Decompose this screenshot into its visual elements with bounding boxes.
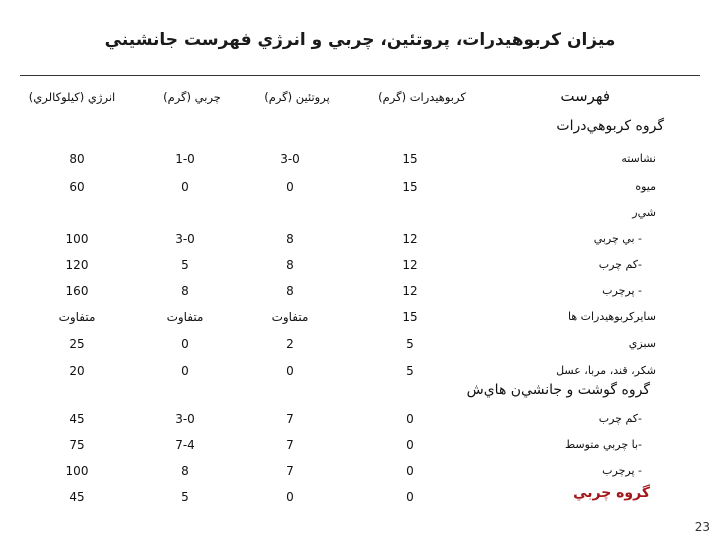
row-label: -با چربي متوسط [564, 438, 642, 451]
cell-protein: 2 [286, 337, 294, 351]
cell-protein: 8 [286, 284, 294, 298]
cell-energy: 75 [69, 438, 85, 452]
cell-energy: 100 [65, 232, 89, 246]
cell-protein: 0 [286, 364, 294, 378]
row-label: -كم چرب [598, 258, 642, 271]
cell-fat: 3-0 [175, 232, 195, 246]
cell-protein: 7 [286, 438, 294, 452]
cell-carbs: 0 [406, 464, 414, 478]
cell-fat: 7-4 [175, 438, 195, 452]
row-label: سبزي [628, 337, 656, 350]
cell-protein: 0 [286, 490, 294, 504]
cell-carbs: 12 [402, 232, 418, 246]
cell-carbs: 15 [402, 152, 418, 166]
cell-fat: 0 [181, 337, 189, 351]
section-carb-group: گروه كربوهي‌درات [556, 118, 664, 134]
cell-protein: 7 [286, 412, 294, 426]
cell-energy: 80 [69, 152, 85, 166]
cell-energy: 45 [69, 490, 85, 504]
cell-carbs: 5 [406, 364, 414, 378]
cell-energy: 100 [65, 464, 89, 478]
header-divider [20, 75, 700, 76]
cell-protein: 7 [286, 464, 294, 478]
cell-fat: متفاوت [166, 310, 204, 324]
row-label: شي‌ر [632, 206, 656, 219]
header-protein: پروتئين (گرم) [264, 90, 330, 104]
row-label: ميوه [635, 180, 656, 193]
section-meat-group: گروه گوشت و جانشي‌ن هاي‌ش [466, 382, 650, 398]
cell-fat: 8 [181, 464, 189, 478]
cell-energy: 45 [69, 412, 85, 426]
row-label: سايركربوهيدرات ها [567, 310, 656, 323]
cell-carbs: 0 [406, 490, 414, 504]
page-title: ميزان كربوهيدرات، پروتئين، چربي و انرژي فهرست جانشيني [104, 30, 616, 50]
row-label: - بي چربي [593, 232, 642, 245]
cell-fat: 5 [181, 490, 189, 504]
cell-fat: 0 [181, 364, 189, 378]
row-label: شكر، قند، مربا، عسل [556, 364, 656, 377]
cell-fat: 3-0 [175, 412, 195, 426]
header-energy: انرژي (كيلوكالري) [28, 90, 116, 104]
cell-protein: 8 [286, 232, 294, 246]
cell-protein: متفاوت [271, 310, 309, 324]
cell-energy: 120 [65, 258, 89, 272]
cell-carbs: 12 [402, 284, 418, 298]
cell-protein: 0 [286, 180, 294, 194]
cell-fat: 1-0 [175, 152, 195, 166]
header-fat: چربي (گرم) [163, 90, 221, 104]
cell-energy: متفاوت [58, 310, 96, 324]
cell-protein: 3-0 [280, 152, 300, 166]
row-label: - پرچرب [602, 464, 642, 477]
cell-energy: 25 [69, 337, 85, 351]
cell-fat: 0 [181, 180, 189, 194]
cell-fat: 8 [181, 284, 189, 298]
cell-carbs: 12 [402, 258, 418, 272]
cell-carbs: 0 [406, 412, 414, 426]
cell-fat: 5 [181, 258, 189, 272]
cell-carbs: 0 [406, 438, 414, 452]
section-fat-group: گروه چربي [573, 485, 650, 501]
cell-carbs: 15 [402, 310, 418, 324]
cell-carbs: 15 [402, 180, 418, 194]
cell-energy: 60 [69, 180, 85, 194]
row-label: - پرچرب [602, 284, 642, 297]
header-list: فهرست [560, 87, 610, 105]
cell-energy: 160 [65, 284, 89, 298]
row-label: نشاسته [621, 152, 656, 165]
cell-carbs: 5 [406, 337, 414, 351]
page-number: 23 [694, 520, 710, 534]
cell-protein: 8 [286, 258, 294, 272]
header-carbs: كربوهيدرات (گرم) [378, 90, 466, 104]
cell-energy: 20 [69, 364, 85, 378]
row-label: -كم چرب [598, 412, 642, 425]
